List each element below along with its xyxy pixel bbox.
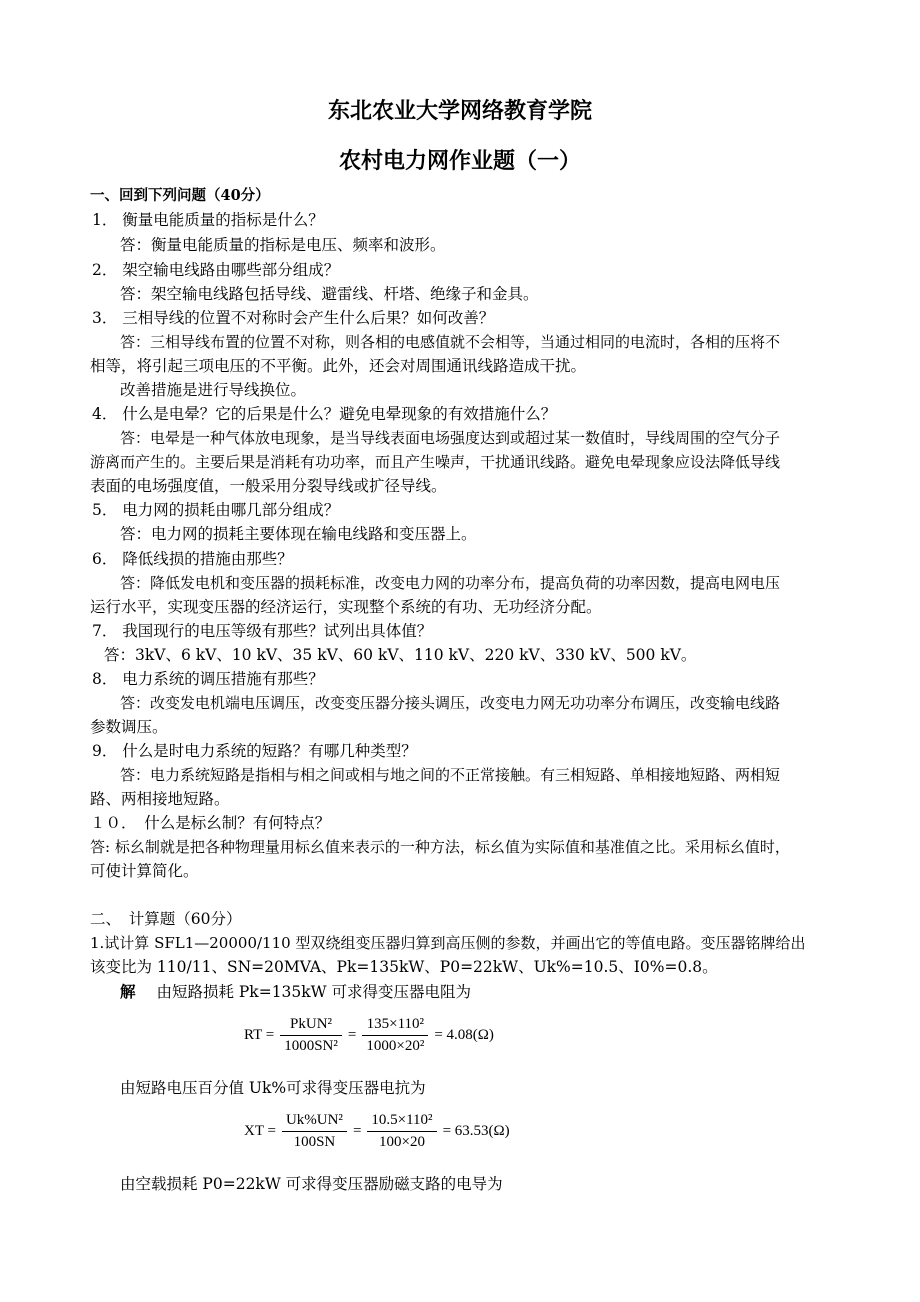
section1-heading: 一、回到下列问题（40分） bbox=[90, 187, 270, 204]
question-9: 9． 什么是时电力系统的短路？有哪几种类型？ bbox=[92, 742, 417, 760]
eq2-lhs: XT = bbox=[244, 1123, 276, 1139]
question-1: 1． 衡量电能质量的指标是什么？ bbox=[92, 211, 324, 229]
eq2-denominator: 100SN bbox=[293, 1134, 336, 1150]
answer-10-line2: 可使计算简化。 bbox=[90, 862, 199, 880]
answer-9-line2: 路、两相接地短路。 bbox=[90, 790, 230, 808]
solution-text: 由短路损耗 Pk=135kW 可求得变压器电阻为 bbox=[156, 983, 472, 1001]
eq2-equals: = bbox=[352, 1123, 362, 1139]
eq2-numerator: Uk%UN² bbox=[282, 1112, 347, 1132]
answer-3-line3: 改善措施是进行导线换位。 bbox=[120, 381, 307, 399]
eq2-fraction-numeric bbox=[367, 1112, 436, 1151]
eq1-numerator: PkUN² bbox=[280, 1016, 342, 1036]
question-calc-1-line2: 该变比为 110/11、SN=20MVA、Pk=135kW、P0=22kW、Uk%=10.5、I0%=0.8。 bbox=[90, 958, 718, 976]
eq2-fraction-symbolic bbox=[282, 1112, 347, 1151]
eq2-numeric-numerator: 10.5×110² bbox=[367, 1112, 436, 1132]
answer-10-line1: 答: 标幺制就是把各种物理量用标幺值来表示的一种方法，标幺值为实际值和基准值之比。采用标幺值时， bbox=[90, 838, 790, 856]
eq2-numeric-denominator: 100×20 bbox=[379, 1134, 425, 1150]
answer-7: 答：3kV、6 kV、10 kV、35 kV、60 kV、110 kV、220 kV、330 kV、500 kV。 bbox=[104, 646, 697, 664]
answer-4-line3: 表面的电场强度值，一般采用分裂导线或扩径导线。 bbox=[90, 477, 447, 495]
eq1-fraction-numeric bbox=[362, 1016, 428, 1055]
document-title: 农村电力网作业题（一） bbox=[338, 148, 581, 174]
eq1-lhs: RT = bbox=[244, 1027, 275, 1043]
answer-3-line2: 相等，将引起三项电压的不平衡。此外，还会对周围通讯线路造成干扰。 bbox=[90, 357, 587, 375]
solution-intro bbox=[120, 982, 471, 1002]
school-title: 东北农业大学网络教育学院 bbox=[327, 98, 592, 124]
conductance-intro: 由空载损耗 P0=22kW 可求得变压器励磁支路的电导为 bbox=[120, 1175, 503, 1193]
question-7: 7． 我国现行的电压等级有那些？试列出具体值？ bbox=[92, 622, 433, 640]
question-2: 2． 架空输电线路由哪些部分组成？ bbox=[92, 261, 340, 279]
eq1-result: = 4.08(Ω) bbox=[434, 1027, 494, 1043]
question-10: １０． 什么是标幺制？有何特点？ bbox=[90, 814, 331, 832]
answer-8-line1: 答：改变发电机端电压调压，改变变压器分接头调压，改变电力网无功功率分布调压，改变输电线路 bbox=[120, 694, 781, 712]
answer-6-line2: 运行水平，实现变压器的经济运行，实现整个系统的有功、无功经济分配。 bbox=[90, 598, 602, 616]
answer-4-line1: 答：电晕是一种气体放电现象，是当导线表面电场强度达到或超过某一数值时，导线周围的空气分子 bbox=[120, 429, 781, 447]
answer-2: 答：架空输电线路包括导线、避雷线、杆塔、绝缘子和金具。 bbox=[120, 285, 539, 303]
eq1-fraction-symbolic bbox=[280, 1016, 342, 1055]
answer-6-line1: 答：降低发电机和变压器的损耗标准，改变电力网的功率分布，提高负荷的功率因数，提高电网电压 bbox=[120, 574, 781, 592]
question-calc-1-line1: 1.试计算 SFL1—20000/110 型双绕组变压器归算到高压侧的参数，并画出它的等值电路。变压器铭牌给出 bbox=[90, 934, 806, 952]
reactance-intro: 由短路电压百分值 Uk%可求得变压器电抗为 bbox=[120, 1079, 426, 1097]
eq1-numeric-numerator: 135×110² bbox=[362, 1016, 428, 1036]
section2-heading: 二、 计算题（60分） bbox=[90, 910, 242, 928]
question-6: 6． 降低线损的措施由那些？ bbox=[92, 550, 293, 568]
answer-5: 答：电力网的损耗主要体现在输电线路和变压器上。 bbox=[120, 525, 477, 543]
eq1-equals: = bbox=[347, 1027, 357, 1043]
equation-reactance bbox=[244, 1112, 510, 1151]
question-5: 5． 电力网的损耗由哪几部分组成？ bbox=[92, 501, 340, 519]
question-8: 8． 电力系统的调压措施有那些？ bbox=[92, 670, 324, 688]
solution-label: 解 bbox=[120, 982, 136, 1001]
eq2-result: = 63.53(Ω) bbox=[442, 1123, 510, 1139]
answer-1: 答：衡量电能质量的指标是电压、频率和波形。 bbox=[120, 236, 446, 254]
answer-9-line1: 答：电力系统短路是指相与相之间或相与地之间的不正常接触。有三相短路、单相接地短路、两相短 bbox=[120, 766, 781, 784]
question-3: 3． 三相导线的位置不对称时会产生什么后果？如何改善？ bbox=[92, 309, 495, 327]
equation-resistance bbox=[244, 1016, 494, 1055]
answer-4-line2: 游离而产生的。主要后果是消耗有功功率，而且产生噪声，干扰通讯线路。避免电晕现象应设法降低导线 bbox=[90, 453, 781, 471]
answer-8-line2: 参数调压。 bbox=[90, 718, 168, 736]
answer-3-line1: 答：三相导线布置的位置不对称，则各相的电感值就不会相等，当通过相同的电流时，各相的压将不 bbox=[120, 333, 781, 351]
question-4: 4． 什么是电晕？它的后果是什么？避免电晕现象的有效措施什么？ bbox=[92, 405, 557, 423]
eq1-denominator: 1000SN² bbox=[284, 1038, 338, 1054]
eq1-numeric-denominator: 1000×20² bbox=[366, 1038, 425, 1054]
